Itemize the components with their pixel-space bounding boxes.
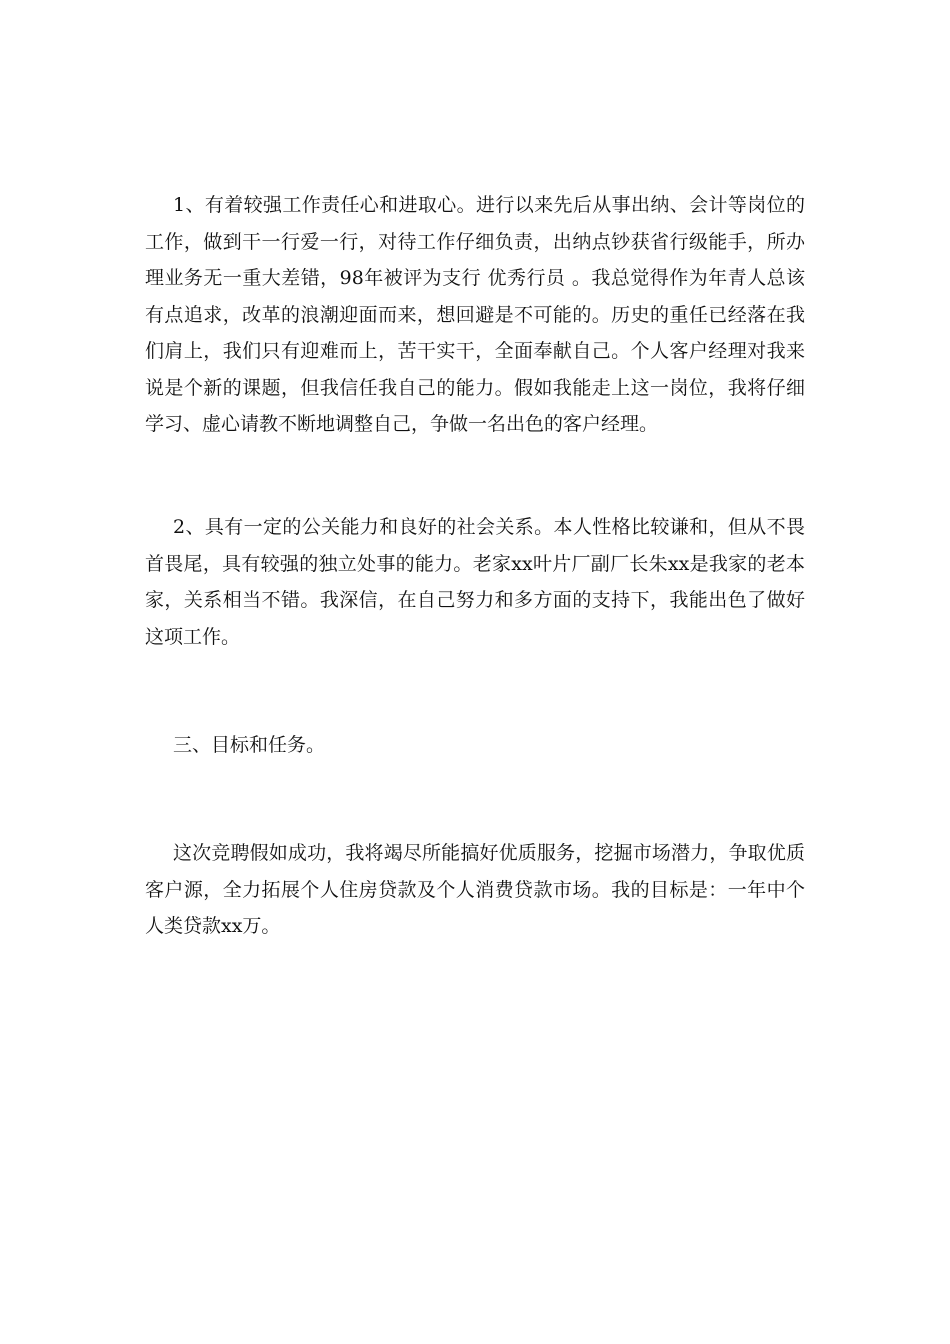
paragraph-goals: 这次竞聘假如成功，我将竭尽所能搞好优质服务，挖掘市场潜力，争取优质客户源，全力拓展个人住房贷款及个人消费贷款市场。我的目标是：一年中个人类贷款xx万。 xyxy=(145,842,805,937)
paragraph-qualification-relations: 2、具有一定的公关能力和良好的社会关系。本人性格比较谦和，但从不畏首畏尾，具有较强的独立处事的能力。老家xx叶片厂副厂长朱xx是我家的老本家，关系相当不错。我深信，在自己努力和多方面的支持下，我能出色了做好这项工作。 xyxy=(145,516,805,648)
paragraph-qualification-responsibility: 1、有着较强工作责任心和进取心。进行以来先后从事出纳、会计等岗位的工作，做到干一行爱一行，对待工作仔细负责，出纳点钞获省行级能手，所办理业务无一重大差错，98年被评为支行 优秀行员 。我总觉得作为年青人总该有点追求，改革的浪潮迎面而来，想回避是不可能的。历史的重任已经落在我们肩上，我们只有迎难而上，苦干实干，全面奉献自己。个人客户经理对我来说是个新的课题，但我信任我自己的能力。假如我能走上这一岗位，我将仔细学习、虚心请教不断地调整自己，争做一名出色的客户经理。 xyxy=(145,194,805,435)
section-heading-goals: 三、目标和任务。 xyxy=(173,734,326,756)
